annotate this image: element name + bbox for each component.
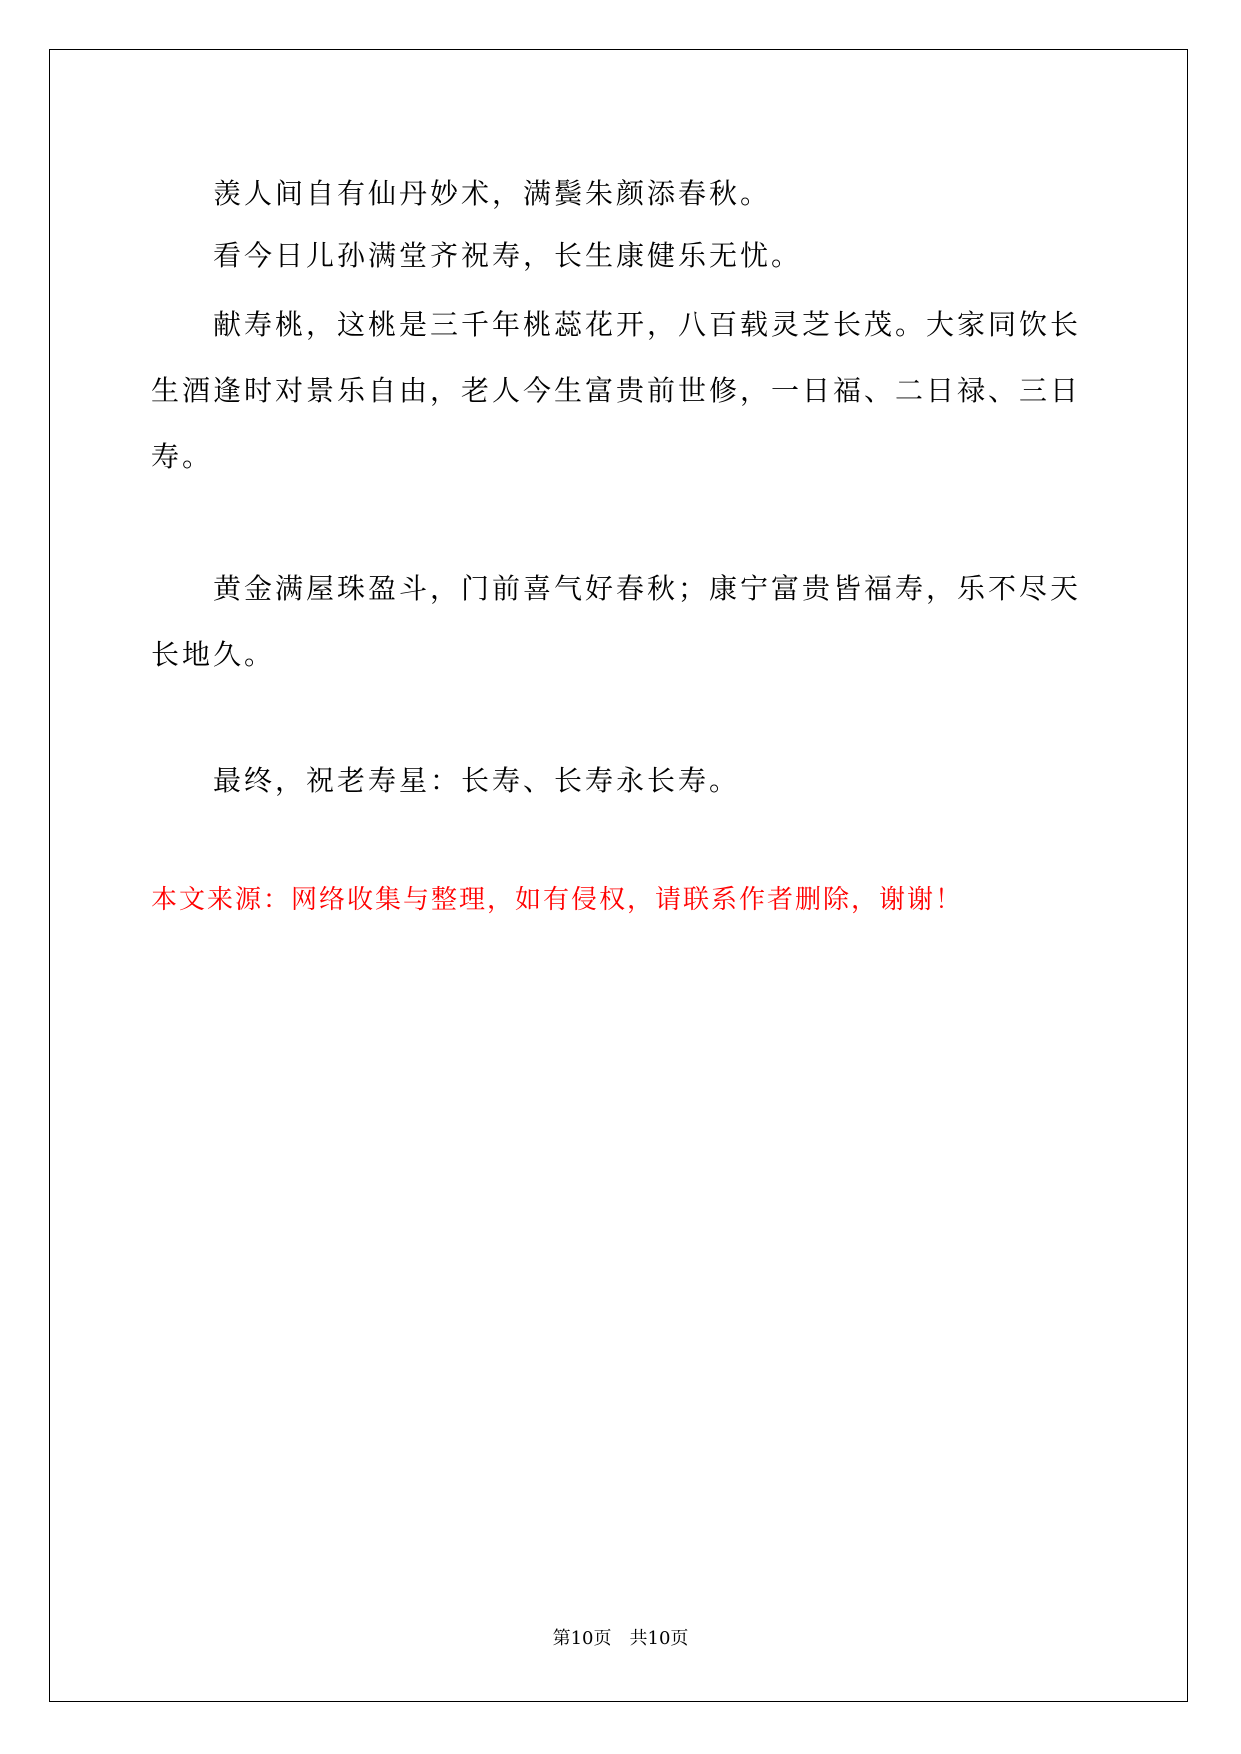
paragraph-3: 献寿桃，这桃是三千年桃蕊花开，八百载灵芝长茂。大家同饮长生酒逢时对景乐自由，老人今生富贵前世修，一日福、二日禄、三日寿。 bbox=[151, 308, 1082, 473]
source-note: 本文来源：网络收集与整理，如有侵权，请联系作者删除，谢谢！ bbox=[151, 885, 964, 915]
page-footer bbox=[0, 1624, 1241, 1650]
page-number: 第10页 bbox=[552, 1628, 612, 1649]
paragraph-4: 黄金满屋珠盈斗，门前喜气好春秋；康宁富贵皆福寿，乐不尽天长地久。 bbox=[151, 572, 1082, 671]
page-total: 共10页 bbox=[629, 1628, 689, 1649]
paragraph-5: 最终，祝老寿星：长寿、长寿永长寿。 bbox=[213, 764, 741, 797]
paragraph-1: 羡人间自有仙丹妙术，满鬓朱颜添春秋。 bbox=[213, 177, 772, 210]
paragraph-2: 看今日儿孙满堂齐祝寿，长生康健乐无忧。 bbox=[213, 239, 803, 272]
